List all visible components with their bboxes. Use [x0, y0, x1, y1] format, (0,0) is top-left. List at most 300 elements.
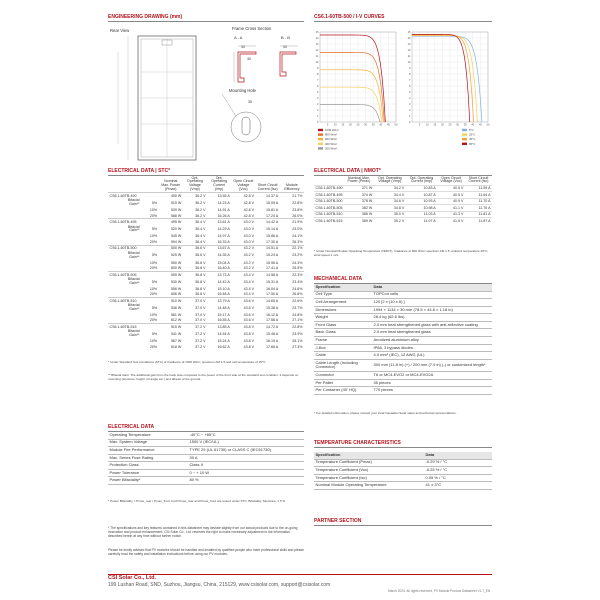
stc-cell: 14.54 A: [217, 332, 230, 337]
stc-cell: 15.04 A: [217, 260, 230, 265]
stc-cell: 43.8 V: [243, 344, 254, 349]
nmot-col-pmax: Nominal Max. Power (Pmax): [347, 175, 371, 184]
iv-curve: [412, 36, 477, 122]
legend-swatch: [462, 138, 467, 140]
y-tick-label: 2: [317, 109, 319, 112]
temp-row: [314, 459, 492, 467]
electrical-note: * Power Bifaciality = Pmax_rear / Pmax_front, both Pmax_rear and Pmax_front are tested under STC, Bifaciality Tolerance: ± 5 %: [108, 499, 286, 503]
stc-cell: 618 W: [170, 344, 182, 349]
stc-cell: 37.2 V: [195, 324, 206, 329]
footer-company: CSI Solar Co., Ltd.: [108, 575, 156, 581]
rear-view-drawing: [118, 36, 196, 164]
stc-cell: 43.4 V: [243, 279, 254, 284]
x-tick-label: 15: [433, 123, 437, 127]
stc-cell: 495 W: [170, 220, 182, 225]
stc-cell: 530 W: [170, 279, 182, 284]
stc-cell: 15.17 A: [217, 312, 230, 317]
stc-cell: 21.9%: [292, 220, 303, 225]
x-tick-label: 50: [486, 123, 490, 127]
stc-cell: 36.8 V: [195, 272, 206, 277]
stc-cell: 43.2 V: [243, 246, 254, 251]
elec-nmot-table: [314, 176, 492, 224]
stc-cell: 43.6 V: [243, 318, 254, 323]
x-tick-label: 40: [379, 123, 383, 127]
y-tick-label: 1: [317, 115, 319, 118]
mech-row: [314, 291, 492, 299]
x-tick-label: 45: [386, 123, 390, 127]
nmot-cell: 40.5 V: [453, 192, 464, 197]
y-tick-label: 14: [315, 37, 319, 40]
stc-cell: 23.2%: [292, 253, 303, 258]
temp-row: [314, 482, 492, 490]
stc-cell: 37.0 V: [195, 312, 206, 317]
x-tick-label: 5: [326, 123, 329, 127]
stc-cell: 43.8 V: [243, 339, 254, 344]
stc-cell: 36.4 V: [195, 234, 206, 239]
mech-spec: Cell Arrangement: [314, 299, 372, 307]
stc-cell: 36.6 V: [195, 253, 206, 258]
stc-cell: 23.0%: [292, 227, 303, 232]
stc-cell: 14.58 A: [266, 272, 279, 277]
nmot-cell: 11.76 A: [478, 205, 491, 210]
stc-cell: 21.7%: [292, 193, 303, 198]
iv-left-plot: [316, 30, 398, 150]
mech-value: 120 [2 x (10 x 6) ]: [372, 299, 492, 307]
stc-gain: 10%: [149, 312, 158, 317]
mech-row: [314, 352, 492, 360]
dim-30-b: 30: [283, 45, 287, 49]
stc-row: [108, 199, 304, 208]
stc-cell: 16.33 A: [217, 239, 230, 244]
x-tick-label: 35: [371, 123, 375, 127]
stc-cell: 14.35 A: [217, 253, 230, 258]
bifacial-gain-label: Bifacial Gain**: [127, 329, 140, 338]
x-tick-label: 30: [364, 123, 368, 127]
stc-cell: 37.0 V: [195, 298, 206, 303]
section-bb-drawing: [280, 46, 298, 76]
x-tick-label: 15: [341, 123, 345, 127]
nmot-cell: 35.0 V: [393, 212, 405, 217]
stc-cell: 23.4%: [292, 279, 303, 284]
y-tick-label: 0: [409, 121, 411, 124]
elec-spec: Max. System Voltage: [108, 439, 188, 447]
stc-gain: 20%: [149, 318, 158, 323]
stc-gain: 10%: [149, 339, 158, 344]
stc-cell: 43.6 V: [243, 312, 254, 317]
nmot-col-voc: Open Circuit Voltage (Voc): [440, 175, 462, 184]
stc-cell: 23.9%: [292, 332, 303, 337]
stc-gain: 5%: [151, 253, 158, 258]
stc-cell: 14.51 A: [266, 246, 279, 251]
stc-cell: 23.8%: [292, 208, 303, 213]
elec-spec: Module Fire Performance: [108, 447, 188, 455]
nmot-cell: 11.07 A: [423, 218, 436, 223]
elec-spec: Protection Class: [108, 462, 188, 470]
frame-cross-label: Frame Cross Section: [232, 26, 272, 31]
y-tick-label: 7: [317, 79, 319, 82]
y-tick-label: 10: [315, 61, 319, 64]
stc-cell: 536 W: [170, 305, 182, 310]
elec-value: Class II: [188, 462, 304, 470]
stc-cell: 26.0%: [292, 213, 303, 218]
stc-cell: 43.4 V: [243, 286, 254, 291]
stc-cell: 550 W: [170, 260, 182, 265]
mech-value: 4.0 mm² (IEC), 12 AWG (UL): [372, 352, 492, 360]
stc-cell: 13.67 A: [217, 246, 230, 251]
stc-cell: 17.58 A: [266, 318, 279, 323]
stc-cell: 14.42 A: [217, 279, 230, 284]
temp-row: [314, 474, 492, 482]
stc-cell: 14.42 A: [266, 220, 279, 225]
nmot-model: CS6.1-60TB-505: [315, 205, 343, 210]
stc-cell: 22.1%: [292, 246, 303, 251]
stc-cell: 510 W: [170, 298, 182, 303]
stc-cell: 16.62 A: [217, 344, 230, 349]
stc-col-imp: Opt. Operating Current (Imp): [211, 175, 228, 191]
nmot-cell: 34.8 V: [393, 205, 405, 210]
mech-value: 2.0 mm heat strengthened glass with anti-reflective coating: [372, 321, 492, 329]
y-tick-label: 15: [315, 31, 319, 34]
stc-cell: 15.86 A: [266, 234, 279, 239]
nmot-cell: 41.5 V: [453, 218, 464, 223]
stc-cell: 27.3%: [292, 344, 303, 349]
nmot-model: CS6.1-60TB-500: [315, 199, 343, 204]
y-tick-label: 11: [407, 55, 411, 58]
stc-cell: 36.2 V: [195, 193, 206, 198]
nmot-cell: 11.70 A: [478, 199, 491, 204]
mech-spec: Back Glass: [314, 329, 372, 337]
legend-label: 800 W/m²: [325, 132, 338, 137]
x-tick-label: 25: [356, 123, 360, 127]
nmot-cell: 371 W: [361, 186, 373, 191]
y-tick-label: 13: [407, 43, 411, 46]
stc-cell: 27.1%: [292, 318, 303, 323]
temp-header-spec: Specification: [314, 452, 424, 459]
mech-spec: Weight: [314, 314, 372, 322]
stc-note-2: ** Bifacial Gain: The additional gain from the back side compared to the power of the front side at the standard test condition. It depends on mounting (structure, height, tilt angle etc.) and albedo of the ground.: [108, 373, 299, 381]
stc-cell: 37.0 V: [195, 305, 206, 310]
stc-cell: 43.6 V: [243, 298, 254, 303]
iv-curve: [320, 70, 383, 122]
stc-model: [108, 330, 141, 339]
mech-spec: Frame: [314, 337, 372, 345]
nmot-model: CS6.1-60TB-490: [315, 186, 343, 191]
mech-header-spec: Specification: [314, 284, 372, 291]
nmot-model: CS6.1-60TB-510: [315, 212, 343, 217]
stc-cell: 15.24 A: [217, 339, 230, 344]
nmot-col-imp: Opt. Operating Current (Imp): [409, 175, 434, 184]
stc-cell: 539 W: [170, 208, 182, 213]
stc-gain: 10%: [149, 286, 158, 291]
y-tick-label: 8: [409, 73, 411, 76]
partner-title: PARTNER SECTION: [314, 518, 492, 526]
stc-cell: 25.1%: [292, 339, 303, 344]
stc-cell: 16.55 A: [217, 318, 230, 323]
stc-cell: 15.31 A: [266, 279, 279, 284]
stc-cell: 525 W: [170, 253, 182, 258]
stc-cell: 13.85 A: [217, 324, 230, 329]
nmot-cell: 40.9 V: [453, 199, 464, 204]
stc-cell: 594 W: [170, 239, 182, 244]
stc-cell: 42.8 V: [243, 208, 254, 213]
stc-cell: 36.6 V: [195, 260, 206, 265]
stc-cell: 13.79 A: [217, 298, 230, 303]
y-tick-label: 11: [315, 55, 319, 58]
stc-cell: 14.48 A: [217, 305, 230, 310]
stc-cell: 17.66 A: [266, 344, 279, 349]
elec-value: -40°C ~ +85°C: [188, 432, 304, 439]
y-tick-label: 3: [317, 103, 319, 106]
mech-spec: Cable: [314, 352, 372, 360]
iv-curve: [412, 36, 482, 122]
elec-row: [108, 469, 304, 477]
legend-swatch: [462, 129, 467, 131]
stc-cell: 36.8 V: [195, 292, 206, 297]
y-tick-label: 7: [409, 79, 411, 82]
nmot-cell: 34.2 V: [393, 186, 405, 191]
temp-value: 41 ± 3°C: [424, 482, 492, 490]
nmot-cell: 35.2 V: [393, 218, 405, 223]
stc-cell: 561 W: [170, 312, 182, 317]
stc-cell: 36.2 V: [195, 213, 206, 218]
stc-col-voc: Open Circuit Voltage (Voc): [233, 179, 254, 191]
stc-cell: 43.8 V: [243, 324, 254, 329]
mech-spec: Dimensions: [314, 306, 372, 314]
stc-model: [108, 251, 141, 260]
section-aa-drawing: [234, 46, 256, 82]
stc-cell: 43.2 V: [243, 266, 254, 270]
stc-cell: 16.04 A: [266, 286, 279, 291]
stc-cell: 14.29 A: [217, 227, 230, 232]
nmot-cell: 41.3 V: [453, 212, 464, 217]
stc-cell: 15.38 A: [266, 305, 279, 310]
mech-row: [314, 299, 492, 307]
stc-cell: 26.5%: [292, 266, 303, 270]
elec-nmot-title: ELECTRICAL DATA | NMOT*: [314, 168, 492, 176]
elec-row: [108, 432, 304, 439]
stc-cell: 16.12 A: [266, 312, 279, 317]
nmot-row: [314, 218, 492, 224]
legend-swatch: [462, 143, 467, 145]
x-tick-label: 10: [425, 123, 429, 127]
stc-cell: 43.2 V: [243, 253, 254, 258]
legend-swatch: [318, 138, 323, 140]
bifacial-gain-label: Bifacial Gain**: [127, 277, 140, 285]
nmot-col-vmp: Opt. Operating Voltage (Vmp): [378, 175, 402, 184]
elec-row: [108, 439, 304, 447]
rear-view-label: Rear View: [110, 28, 130, 33]
stc-gain: 10%: [149, 208, 158, 213]
stc-cell: 15.96 A: [266, 260, 279, 265]
stc-cell: 15.14 A: [266, 227, 279, 232]
stc-cell: 22.6%: [292, 298, 303, 303]
stc-cell: 515 W: [170, 324, 182, 329]
temp-row: [314, 467, 492, 475]
y-tick-label: 6: [409, 85, 411, 88]
stc-gain: 5%: [151, 279, 158, 284]
stc-cell: 17.24 A: [266, 213, 279, 218]
nmot-cell: 11.59 A: [478, 186, 491, 191]
x-tick-label: 5: [418, 123, 421, 127]
stc-cell: 16.40 A: [217, 266, 230, 270]
iv-curves-chart: [312, 26, 494, 164]
legend-label: 65°C: [469, 141, 476, 146]
stc-col-isc: Short Circuit Current (Isc): [257, 183, 278, 191]
stc-gain: 20%: [149, 344, 158, 349]
stc-col-pmax: Nominal Max. Power (Pmax): [161, 179, 181, 191]
stc-cell: 43.6 V: [243, 305, 254, 310]
stc-cell: 36.4 V: [195, 220, 206, 225]
mech-row: [314, 387, 492, 395]
stc-cell: 556 W: [170, 286, 182, 291]
nmot-cell: 382 W: [361, 205, 373, 210]
elec-row: [108, 447, 304, 455]
mounting-hole-label: Mounting Hole: [229, 88, 257, 93]
temperature-title: TEMPERATURE CHARACTERISTICS: [314, 440, 492, 448]
temp-spec: Temperature Coefficient (Isc): [314, 474, 424, 482]
stc-cell: 14.97 A: [217, 234, 230, 239]
nmot-col-isc: Short Circuit Current (Isc): [468, 175, 489, 184]
stc-row: [108, 225, 304, 234]
mech-row: [314, 306, 492, 314]
nmot-cell: 11.81 A: [478, 212, 491, 217]
stc-cell: 606 W: [170, 292, 182, 297]
stc-model: CS6.1-60TB-515: [109, 324, 137, 329]
legend-label: 1000 W/m²: [325, 128, 339, 132]
temp-value: -0.25 % / °C: [424, 467, 492, 475]
stc-gain: 5%: [151, 305, 158, 310]
stc-cell: 15.09 A: [266, 200, 279, 205]
stc-cell: 505 W: [170, 272, 182, 277]
stc-gain: 20%: [149, 266, 158, 270]
elec-spec: Max. Series Fuse Rating: [108, 454, 188, 462]
elec-row: [108, 477, 304, 485]
mech-row: [314, 329, 492, 337]
stc-model: [108, 199, 141, 208]
elec-row: [108, 462, 304, 470]
legend-label: 25°C: [469, 132, 476, 137]
x-tick-label: 45: [478, 123, 482, 127]
stc-cell: 612 W: [170, 318, 182, 323]
stc-cell: 26.8%: [292, 292, 303, 297]
electrical-table: [108, 432, 304, 485]
mech-spec: Connector: [314, 372, 372, 380]
mech-value: 35 pieces: [372, 379, 492, 387]
nmot-cell: 389 W: [361, 218, 373, 223]
x-tick-label: 35: [463, 123, 467, 127]
mounting-hole-drawing: [222, 94, 261, 142]
stc-cell: 17.50 A: [266, 292, 279, 297]
y-tick-label: 3: [409, 103, 411, 106]
stc-cell: 37.0 V: [195, 318, 206, 323]
y-tick-label: 5: [409, 91, 411, 94]
stc-model: CS6.1-60TB-500: [109, 246, 137, 251]
stc-cell: 600 W: [170, 266, 182, 270]
stc-gain: 20%: [149, 292, 158, 297]
y-tick-label: 0: [317, 121, 319, 124]
stc-row: [108, 304, 304, 313]
section-bb-label: B - B: [281, 35, 290, 40]
x-tick-label: 10: [333, 123, 337, 127]
stc-cell: 515 W: [170, 200, 182, 205]
stc-cell: 36.4 V: [195, 239, 206, 244]
stc-cell: 43.0 V: [243, 227, 254, 232]
mech-value: 2.0 mm heat strengthened glass: [372, 329, 492, 337]
stc-cell: 23.7%: [292, 305, 303, 310]
iv-right-plot: [408, 30, 490, 146]
legend-label: 5°C: [469, 128, 474, 132]
stc-model: CS6.1-60TB-495: [109, 220, 137, 225]
stc-cell: 24.1%: [292, 234, 303, 239]
nmot-cell: 11.64 A: [478, 192, 491, 197]
nmot-cell: 11.87 A: [478, 218, 491, 223]
stc-cell: 15.10 A: [217, 286, 230, 291]
legend-label: 200 W/m²: [325, 146, 338, 151]
mech-row: [314, 372, 492, 380]
elec-value: 1500 V (IEC/UL): [188, 439, 304, 447]
footer-divider: [108, 574, 492, 575]
x-tick-label: 25: [448, 123, 452, 127]
disclaimer-1: * The specifications and key features contained in this datasheet may deviate slightly from our actual products due to the on-going innovation and product enhancement. CSI Solar Co., Ltd. reserves the right to make necessary adjustment to the information described herein at any time without further notice.: [108, 526, 298, 539]
mech-value: 1994 × 1134 × 30 mm (78.5 × 44.6 × 1.18 in): [372, 306, 492, 314]
mechanical-title: MECHANICAL DATA: [314, 276, 492, 284]
mech-note: * For detailed information, please contact your local Canadian Solar sales and technical representatives.: [314, 411, 457, 415]
dim-35: 35: [248, 100, 252, 104]
elec-spec: Operating Temperature: [108, 432, 188, 439]
stc-col-vmp: Opt. Operating Voltage (Vmp): [187, 175, 203, 191]
y-tick-label: 10: [407, 61, 411, 64]
stc-cell: 17.41 A: [266, 266, 279, 270]
stc-cell: 567 W: [170, 339, 182, 344]
legend-swatch: [318, 143, 323, 145]
legend-swatch: [318, 147, 323, 149]
mechanical-table: [314, 284, 492, 395]
stc-row: [108, 277, 304, 286]
stc-cell: 36.8 V: [195, 286, 206, 291]
nmot-model: CS6.1-60TB-495: [315, 192, 343, 197]
mech-spec: Per Container (40' HQ): [314, 387, 372, 395]
stc-cell: 37.2 V: [195, 339, 206, 344]
stc-cell: 24.3%: [292, 260, 303, 265]
mech-spec: J-Box: [314, 344, 372, 352]
x-tick-label: 20: [440, 123, 444, 127]
nmot-cell: 34.6 V: [393, 199, 405, 204]
stc-model: CS6.1-60TB-490: [109, 193, 137, 198]
nmot-cell: 386 W: [361, 212, 373, 217]
stc-cell: 26.3%: [292, 239, 303, 244]
stc-cell: 43.0 V: [243, 220, 254, 225]
stc-cell: 14.65 A: [266, 298, 279, 303]
temp-value: 0.05 % / °C: [424, 474, 492, 482]
mech-header-data: Data: [372, 284, 492, 291]
stc-cell: 545 W: [170, 234, 182, 239]
mech-value: 770 pieces: [372, 387, 492, 395]
y-tick-label: 12: [407, 49, 411, 52]
mech-spec: Cell Type: [314, 291, 372, 299]
stc-cell: 15.24 A: [266, 253, 279, 258]
elec-value: 0 ~ + 10 W: [188, 469, 304, 477]
elec-value: 80 %: [188, 477, 304, 485]
mech-row: [314, 359, 492, 371]
temp-header-data: Data: [424, 452, 492, 459]
y-tick-label: 5: [317, 91, 319, 94]
elec-spec: Power Tolerance: [108, 469, 188, 477]
stc-gain: 10%: [149, 260, 158, 265]
y-tick-label: 8: [317, 73, 319, 76]
elec-spec: Power Bifaciality*: [108, 477, 188, 485]
electrical-title: ELECTRICAL DATA: [108, 424, 304, 432]
footer-address: 199 Lushan Road, SND, Suzhou, Jiangsu, China, 215129, www.csisolar.com, support@csisolar.com: [108, 582, 331, 588]
